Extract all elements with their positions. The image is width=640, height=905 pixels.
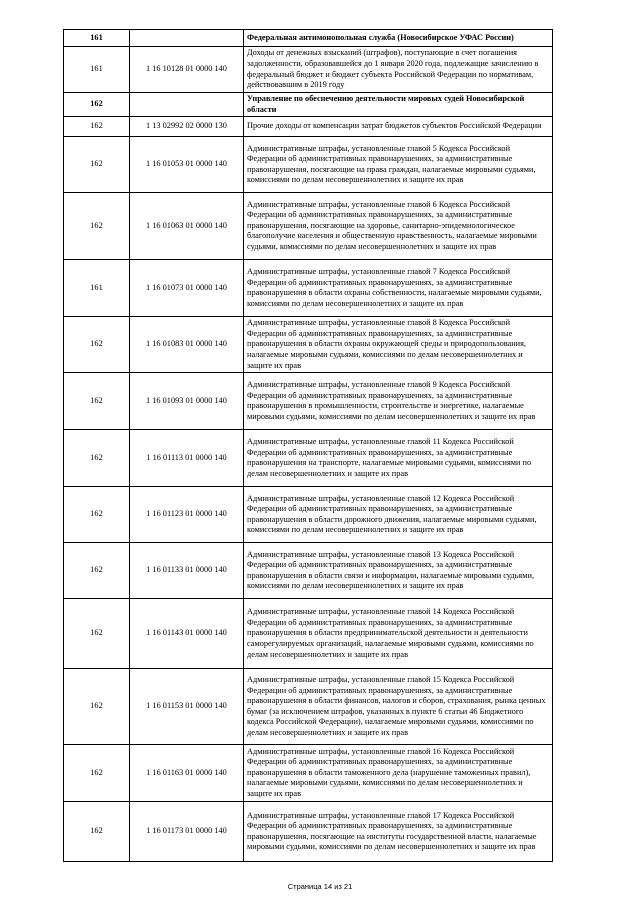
budget-code-cell: 1 16 01153 01 0000 140 — [130, 669, 244, 745]
table-row — [64, 669, 553, 745]
admin-code-cell: 162 — [64, 93, 130, 117]
page-footer: Страница 14 из 21 — [287, 882, 353, 891]
budget-code-cell: 1 16 10128 01 0000 140 — [130, 47, 244, 93]
admin-code-cell: 162 — [64, 373, 130, 430]
revenue-name-cell: Административные штрафы, установленные главой 9 Кодекса Российской Федерации об административных правонарушениях, за административные правонарушения в промышленности, строительстве и энергетике, налагаемые мировыми судьями, комиссиями по делам несовершеннолетних и защите их прав — [244, 373, 553, 430]
budget-code-cell: 1 16 01143 01 0000 140 — [130, 599, 244, 669]
budget-code-cell — [130, 30, 244, 47]
table-row — [64, 802, 553, 862]
admin-code-cell: 162 — [64, 317, 130, 373]
revenue-name-cell: Административные штрафы, установленные главой 15 Кодекса Российской Федерации об административных правонарушениях, за административные правонарушения в области финансов, налогов и сборов, страхования, рынка ценных бумаг (за исключением штрафов, указанных в пункте 6 статьи 46 Бюджетного кодекса Российской Федерации), налагаемые мировыми судьями, комиссиями по делам несовершеннолетних и защите их прав — [244, 669, 553, 745]
revenue-name-cell: Административные штрафы, установленные главой 7 Кодекса Российской Федерации об административных правонарушениях, за административные правонарушения в области охраны собственности, налагаемые мировыми судьями, комиссиями по делам несовершеннолетних и защите их прав — [244, 260, 553, 317]
table-body — [64, 30, 553, 862]
table-row — [64, 137, 553, 193]
table-row — [64, 193, 553, 260]
budget-code-cell: 1 16 01073 01 0000 140 — [130, 260, 244, 317]
budget-code-cell: 1 16 01053 01 0000 140 — [130, 137, 244, 193]
revenue-name-cell: Административные штрафы, установленные главой 11 Кодекса Российской Федерации об административных правонарушениях, за административные правонарушения на транспорте, налагаемые мировыми судьями, комиссиями по делам несовершеннолетних и защите их прав — [244, 430, 553, 487]
revenue-name-cell: Прочие доходы от компенсации затрат бюджетов субъектов Российской Федерации — [244, 117, 553, 137]
admin-code-cell: 162 — [64, 137, 130, 193]
budget-code-cell: 1 16 01163 01 0000 140 — [130, 745, 244, 802]
budget-code-cell: 1 13 02992 02 0000 130 — [130, 117, 244, 137]
table-row — [64, 430, 553, 487]
table-row — [64, 599, 553, 669]
table-row — [64, 317, 553, 373]
revenue-name-cell: Административные штрафы, установленные главой 17 Кодекса Российской Федерации об административных правонарушениях, за административные правонарушения, посягающие на институты государственной власти, налагаемые мировыми судьями, комиссиями по делам несовершеннолетних и защите их прав — [244, 802, 553, 862]
revenue-name-cell: Административные штрафы, установленные главой 5 Кодекса Российской Федерации об административных правонарушениях, за административные правонарушения, посягающие на права граждан, налагаемые мировыми судьями, комиссиями по делам несовершеннолетних и защите их прав — [244, 137, 553, 193]
admin-code-cell: 161 — [64, 260, 130, 317]
admin-code-cell: 162 — [64, 599, 130, 669]
revenue-name-cell: Управление по обеспечению деятельности мировых судей Новосибирской области — [244, 93, 553, 117]
admin-code-cell: 162 — [64, 745, 130, 802]
table-row — [64, 487, 553, 543]
table-header-row — [64, 93, 553, 117]
budget-code-cell: 1 16 01173 01 0000 140 — [130, 802, 244, 862]
revenue-codes-table — [63, 29, 553, 862]
revenue-name-cell: Федеральная антимонопольная служба (Новосибирское УФАС России) — [244, 30, 553, 47]
admin-code-cell: 162 — [64, 430, 130, 487]
table-row — [64, 543, 553, 599]
budget-code-cell: 1 16 01133 01 0000 140 — [130, 543, 244, 599]
table-row — [64, 745, 553, 802]
table-row — [64, 117, 553, 137]
revenue-name-cell: Административные штрафы, установленные главой 8 Кодекса Российской Федерации об административных правонарушениях, за административные правонарушения в области охраны окружающей среды и природопользования, налагаемые мировыми судьями, комиссиями по делам несовершеннолетних и защите их прав — [244, 317, 553, 373]
revenue-name-cell: Административные штрафы, установленные главой 16 Кодекса Российской Федерации об административных правонарушениях, за административные правонарушения в области таможенного дела (нарушение таможенных правил), налагаемые мировыми судьями, комиссиями по делам несовершеннолетних и защите их прав — [244, 745, 553, 802]
budget-code-cell: 1 16 01123 01 0000 140 — [130, 487, 244, 543]
revenue-name-cell: Административные штрафы, установленные главой 14 Кодекса Российской Федерации об административных правонарушениях, за административные правонарушения в области предпринимательской деятельности и деятельности саморегулируемых организаций, налагаемые мировыми судьями, комиссиями по делам несовершеннолетних и защите их прав — [244, 599, 553, 669]
admin-code-cell: 162 — [64, 487, 130, 543]
budget-code-cell: 1 16 01093 01 0000 140 — [130, 373, 244, 430]
admin-code-cell: 161 — [64, 30, 130, 47]
table-row — [64, 260, 553, 317]
revenue-name-cell: Доходы от денежных взысканий (штрафов), поступающие в счет погашения задолженности, образовавшейся до 1 января 2020 года, подлежащие зачислению в федеральный бюджет и бюджет субъекта Российской Федерации по нормативам, действовавшим в 2019 году — [244, 47, 553, 93]
table-row — [64, 373, 553, 430]
table-header-row — [64, 30, 553, 47]
revenue-name-cell: Административные штрафы, установленные главой 6 Кодекса Российской Федерации об административных правонарушениях, за административные правонарушения, посягающие на здоровье, санитарно-эпидемиологическое благополучие населения и общественную нравственность, налагаемые мировыми судьями, комиссиями по делам несовершеннолетних и защите их прав — [244, 193, 553, 260]
budget-code-cell — [130, 93, 244, 117]
budget-code-cell: 1 16 01063 01 0000 140 — [130, 193, 244, 260]
admin-code-cell: 162 — [64, 193, 130, 260]
admin-code-cell: 162 — [64, 669, 130, 745]
revenue-name-cell: Административные штрафы, установленные главой 12 Кодекса Российской Федерации об административных правонарушениях, за административные правонарушения в области дорожного движения, налагаемые мировыми судьями, комиссиями по делам несовершеннолетних и защите их прав — [244, 487, 553, 543]
admin-code-cell: 162 — [64, 543, 130, 599]
admin-code-cell: 162 — [64, 117, 130, 137]
revenue-name-cell: Административные штрафы, установленные главой 13 Кодекса Российской Федерации об административных правонарушениях, за административные правонарушения в области связи и информации, налагаемые мировыми судьями, комиссиями по делам несовершеннолетних и защите их прав — [244, 543, 553, 599]
budget-code-cell: 1 16 01083 01 0000 140 — [130, 317, 244, 373]
budget-code-cell: 1 16 01113 01 0000 140 — [130, 430, 244, 487]
admin-code-cell: 161 — [64, 47, 130, 93]
table-row — [64, 47, 553, 93]
admin-code-cell: 162 — [64, 802, 130, 862]
